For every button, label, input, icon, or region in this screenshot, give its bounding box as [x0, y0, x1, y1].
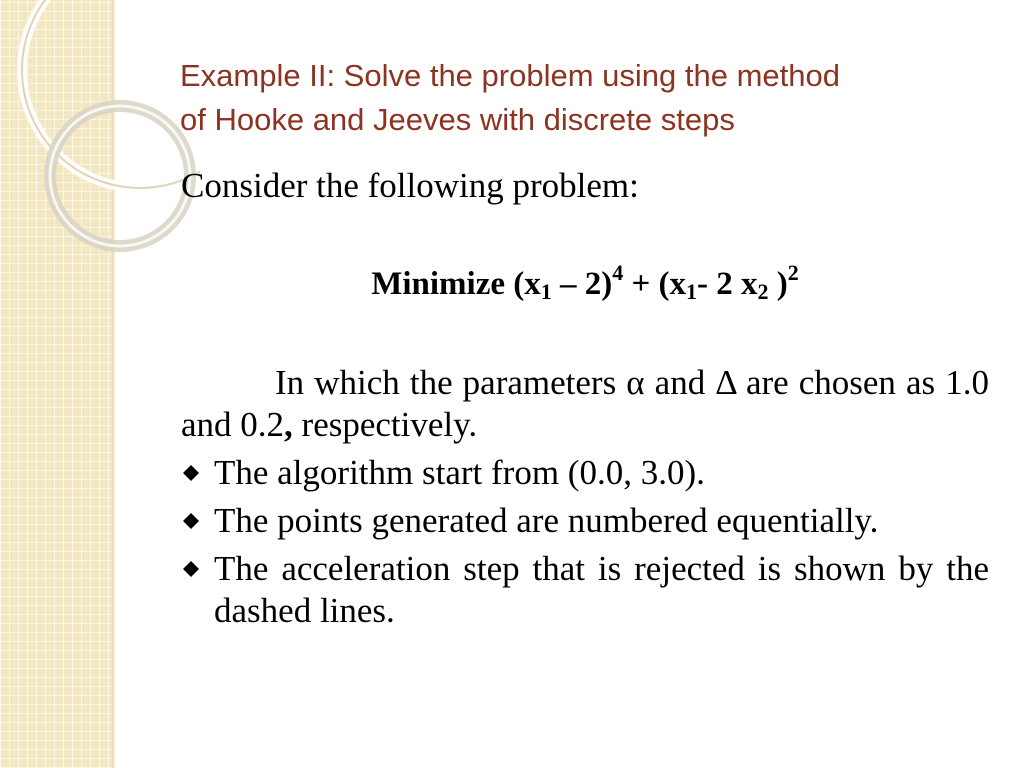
intro-text: Consider the following problem:	[181, 166, 639, 205]
parameters-comma: ,	[284, 405, 293, 444]
bullet-item-start-point	[181, 452, 989, 494]
formula-part-3: + (x	[623, 266, 687, 302]
diamond-bullet-icon	[183, 513, 199, 529]
formula-exponent-2: 2	[787, 260, 799, 285]
formula-prefix: Minimize (x	[371, 266, 541, 302]
bullet-text: The points generated are numbered equentially.	[214, 501, 879, 540]
formula-subscript-1: 1	[540, 279, 552, 304]
formula-part-2: – 2)	[551, 266, 613, 302]
formula-subscript-2: 1	[686, 279, 698, 304]
slide-title	[180, 54, 980, 142]
decorative-rings	[0, 0, 200, 300]
parameters-text-end: respectively.	[292, 405, 478, 444]
bullet-text: The algorithm start from (0.0, 3.0).	[214, 453, 705, 492]
objective-formula	[180, 262, 990, 306]
parameters-paragraph	[181, 362, 989, 446]
parameters-text: In which the parameters α and Δ are chosen as 1.0 and 0.2	[181, 363, 989, 444]
decorative-ring-lower-highlight	[50, 106, 190, 246]
slide-title-line-1: Example II: Solve the problem using the method	[180, 58, 840, 93]
bullet-list	[181, 452, 989, 638]
slide-title-line-2: of Hooke and Jeeves with discrete steps	[180, 102, 735, 137]
formula-exponent-4: 4	[612, 260, 624, 285]
diamond-bullet-icon	[183, 465, 199, 481]
formula-subscript-3: 2	[757, 279, 769, 304]
formula-part-5: )	[768, 266, 788, 302]
formula-part-4: - 2 x	[697, 266, 758, 302]
diamond-bullet-icon	[183, 561, 199, 577]
bullet-item-rejected-step	[181, 548, 989, 632]
bullet-item-points-numbered	[181, 500, 989, 542]
bullet-text: The acceleration step that is rejected is shown by the dashed lines.	[214, 549, 989, 630]
